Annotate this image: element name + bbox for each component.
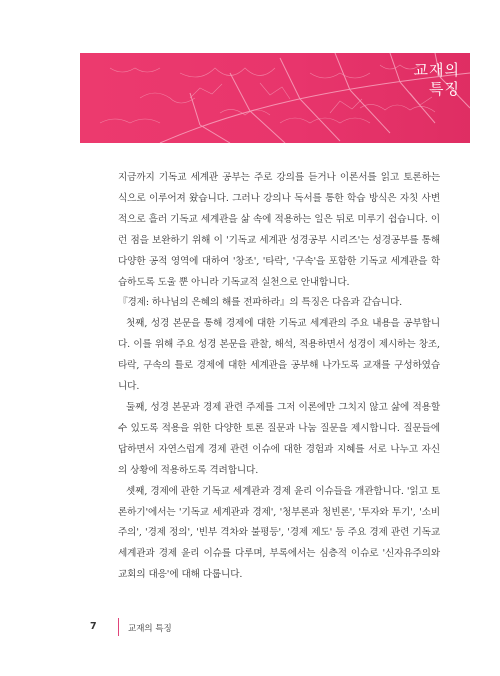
paragraph-first	[118, 314, 440, 398]
chapter-title-line2: 특징	[429, 80, 460, 98]
page-number: 7	[90, 621, 97, 632]
paragraph-third-text: 셋째, 경제에 관한 기독교 세계관과 경제 윤리 이슈들을 개관합니다. '읽고 토론하기'에서는 '기독교 세계관과 경제', '청부론과 청빈론', '투자와 투기', '소비주의', '경제 정의', '빈부 격차와 불평등', '경제 제도' 등 주요 경제 관련 기독교 세계관과 경제 윤리 이슈를 다루며, 부록에서는 심층적 이슈로 '신자유주의와 교회의 대응'에 대해 다룹니다.	[118, 485, 440, 581]
paragraph-intro-text: 지금까지 기독교 세계관 공부는 주로 강의를 듣거나 이론서를 읽고 토론하는 식으로 이루어져 왔습니다. 그러나 강의나 독서를 통한 학습 방식은 자칫 사변적으로 흘러 기독교 세계관을 삶 속에 적용하는 일은 뒤로 미루기 쉽습니다. 이런 점을 보완하기 위해 이 '기독교 세계관 성경공부 시리즈'는 성경공부를 통해 다양한 공적 영역에 대하여 '창조', '타락', '구속'을 포함한 기독교 세계관을 학습하도록 도울 뿐 아니라 기독교적 실천으로 안내합니다.	[118, 172, 440, 288]
paragraph-second	[118, 398, 440, 482]
footer-divider	[118, 618, 119, 636]
paragraph-first-text: 첫째, 성경 본문을 통해 경제에 대한 기독교 세계관의 주요 내용을 공부합니다. 이를 위해 주요 성경 본문을 관찰, 해석, 적용하면서 성경이 제시하는 창조, 타락, 구속의 틀로 경제에 대한 세계관을 공부해 나가도록 교재를 구성하였습니다.	[118, 318, 440, 393]
body-text	[118, 168, 440, 586]
leaf-pattern-image	[80, 53, 470, 143]
chapter-title-line1: 교재의	[413, 61, 460, 79]
paragraph-summary	[118, 293, 440, 314]
paragraph-intro	[118, 168, 440, 293]
paragraph-third	[118, 482, 440, 587]
chapter-title	[414, 61, 460, 99]
running-head: 교재의 특징	[128, 624, 172, 634]
chapter-banner	[80, 53, 470, 143]
paragraph-summary-text: 『경제: 하나님의 은혜의 해를 전파하라』의 특징은 다음과 같습니다.	[118, 297, 403, 309]
paragraph-second-text: 둘째, 성경 본문과 경제 관련 주제를 그저 이론에만 그치지 않고 삶에 적용할 수 있도록 적용을 위한 다양한 토론 질문과 나눔 질문을 제시합니다. 질문들에 답하면서 자연스럽게 경제 관련 이슈에 대한 경험과 지혜를 서로 나누고 자신의 상황에 적용하도록 격려합니다.	[118, 401, 440, 476]
